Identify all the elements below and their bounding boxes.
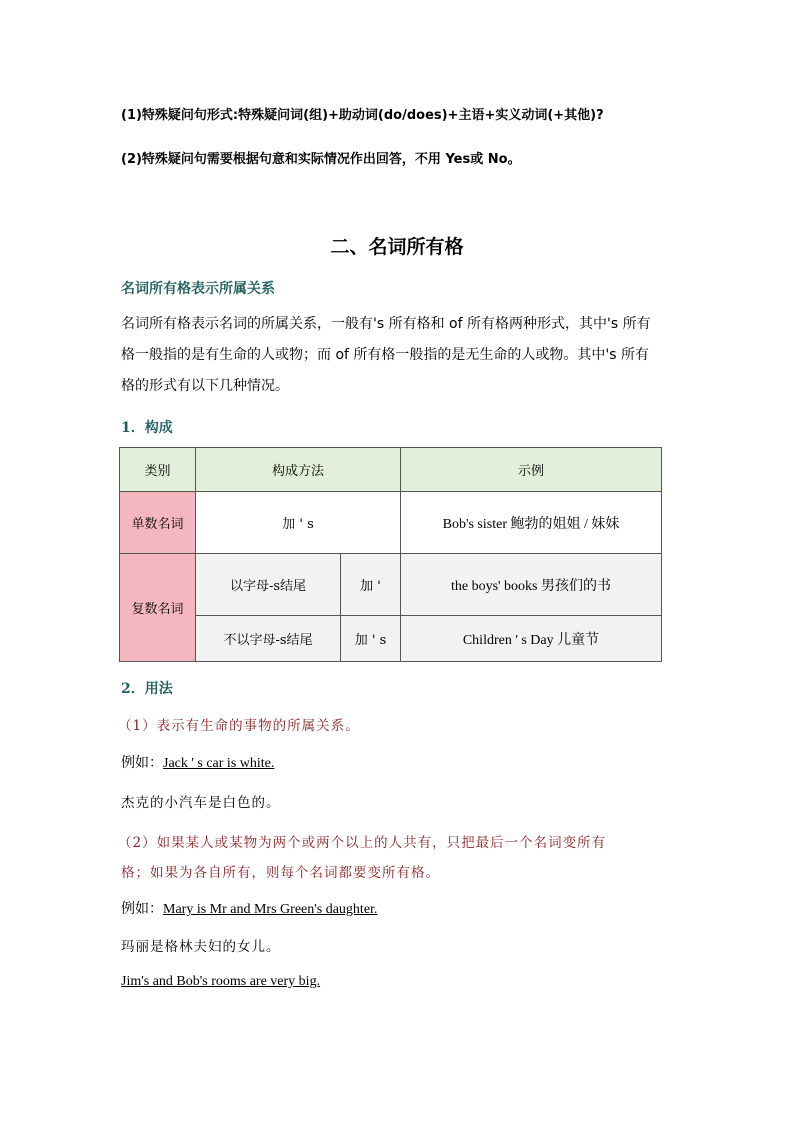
table-row — [120, 616, 662, 662]
composition-heading: 1．构成 — [121, 420, 173, 436]
table-header-row — [120, 448, 662, 492]
section-subtitle: 名词所有格表示所属关系 — [121, 281, 275, 297]
paragraph-line: 格一般指的是有生命的人或物；而 of 所有格一般指的是无生命的人或物。其中's 所有 — [121, 347, 649, 363]
header-example: 示例 — [401, 448, 662, 492]
table-row — [120, 492, 662, 554]
example-label: 例如： — [121, 755, 163, 771]
example-3-english: Jim's and Bob's rooms are very big. — [121, 974, 321, 989]
header-category: 类别 — [120, 448, 196, 492]
plural-condition: 以字母-s结尾 — [196, 554, 341, 616]
intro-line-2: (2)特殊疑问句需要根据句意和实际情况作出回答，不用 Yes或 No。 — [121, 152, 521, 167]
example-1 — [121, 752, 274, 772]
usage-point-2-line: 格；如果为各自所有，则每个名词都要变所有格。 — [121, 865, 440, 881]
singular-category: 单数名词 — [120, 492, 196, 554]
example-1-english: Jack ' s car is white. — [163, 756, 275, 771]
table-row — [120, 554, 662, 616]
example-2-english: Mary is Mr and Mrs Green's daughter. — [163, 902, 378, 917]
plural-example: the boys' books 男孩们的书 — [401, 554, 662, 616]
example-2 — [121, 898, 377, 918]
singular-example: Bob's sister 鲍勃的姐姐 / 妹妹 — [401, 492, 662, 554]
header-method: 构成方法 — [196, 448, 401, 492]
plural-category: 复数名词 — [120, 554, 196, 662]
section-title: 二、名词所有格 — [330, 236, 464, 258]
paragraph-line: 名词所有格表示名词的所属关系，一般有's 所有格和 of 所有格两种形式，其中's 所有 — [121, 316, 651, 332]
plural-example: Children ' s Day 儿童节 — [401, 616, 662, 662]
composition-table — [119, 447, 662, 662]
usage-heading: 2．用法 — [121, 681, 173, 697]
plural-condition: 不以字母-s结尾 — [196, 616, 341, 662]
usage-point-2-line: （2）如果某人或某物为两个或两个以上的人共有，只把最后一个名词变所有 — [118, 835, 607, 851]
example-2-chinese: 玛丽是格林夫妇的女儿。 — [121, 939, 281, 955]
section-paragraph — [121, 309, 651, 402]
usage-point-2 — [118, 828, 606, 888]
plural-method: 加 ' — [341, 554, 401, 616]
singular-method: 加 ' s — [196, 492, 401, 554]
usage-point-1: （1）表示有生命的事物的所属关系。 — [118, 718, 360, 734]
intro-line-1: (1)特殊疑问句形式:特殊疑问词(组)+助动词(do/does)+主语+实义动词(+其他)? — [121, 108, 604, 123]
paragraph-line: 格的形式有以下几种情况。 — [121, 378, 289, 394]
example-1-chinese: 杰克的小汽车是白色的。 — [121, 795, 281, 811]
example-label: 例如： — [121, 901, 163, 917]
plural-method: 加 ' s — [341, 616, 401, 662]
